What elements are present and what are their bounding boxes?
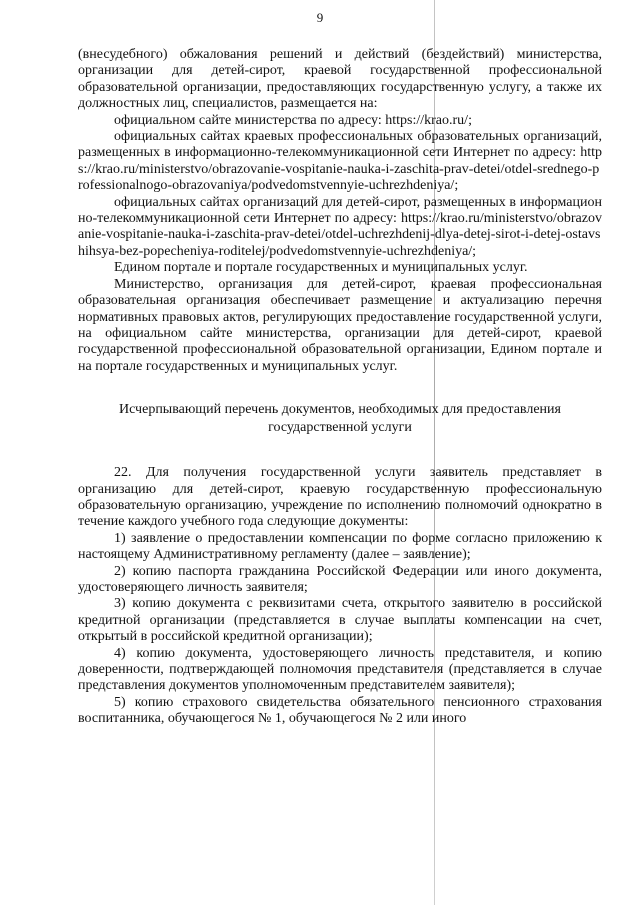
page-number: 9 <box>316 10 324 25</box>
paragraph: официальных сайтах организаций для детей-сирот, размещенных в информационно-телекоммуникационной сети Интернет по адресу: https://krao.ru/ministerstvo/obrazovanie-vospitanie-nauka-i-zaschita-prav-detei/otdel-uchrezhdenij-dlya-detej-sirot-i-detej-ostavshihsya-bez-popecheniya-roditelej/podvedomstvennyie-uchrezhdeniya/; <box>78 194 602 259</box>
paragraph: официальных сайтах краевых профессиональных образовательных организаций, размещенных в информационно-телекоммуникационной сети Интернет по адресу: https://krao.ru/ministerstvo/obrazovanie-vospitanie-nauka-i-zaschita-prav-detei/otdel-srednego-professionalnogo-obrazovaniya/podvedomstvennyie-uchrezhdeniya/; <box>78 129 602 194</box>
paragraph: официальном сайте министерства по адресу: https://krao.ru/; <box>114 112 472 128</box>
clause: 4) копию документа, удостоверяющего личность представителя, и копию доверенности, подтверждающей полномочия представителя (представляется в случае представления документов уполномоченным представителем заявителя); <box>78 645 602 694</box>
section-heading: Исчерпывающий перечень документов, необходимых для предоставления государственной услуги <box>119 402 561 436</box>
paragraph: Едином портале и портале государственных и муниципальных услуг. <box>114 260 528 276</box>
document-body <box>78 47 602 728</box>
paragraph: Министерство, организация для детей-сирот, краевая профессиональная образовательная организация обеспечивает размещение и актуализацию перечня нормативных правовых актов, регулирующих предоставление государственной услуги, на официальном сайте министерства, организации для детей-сирот, краевой государственной профессиональной образовательной организации, Едином портале и на портале государственных и муниципальных услуг. <box>78 276 602 374</box>
clause: 1) заявление о предоставлении компенсации по форме согласно приложению к настоящему Административному регламенту (далее – заявление); <box>78 530 602 563</box>
paragraph: (внесудебного) обжалования решений и действий (бездействий) министерства, организации для детей-сирот, краевой государственной профессиональной образовательной организации, предоставляющих государственную услугу, а также их должностных лиц, специалистов, размещается на: <box>78 47 602 112</box>
clause: 5) копию страхового свидетельства обязательного пенсионного страхования воспитанника, обучающегося № 1, обучающегося № 2 или иного <box>78 694 602 727</box>
clause: 3) копию документа с реквизитами счета, открытого заявителю в российской кредитной организации (представляется в случае выплаты компенсации на счет, открытый в российской кредитной организации); <box>78 596 602 645</box>
clause: 2) копию паспорта гражданина Российской Федерации или иного документа, удостоверяющего личность заявителя; <box>78 563 602 595</box>
clause: 22. Для получения государственной услуги заявитель представляет в организацию для детей-сирот, краевую государственную профессиональную образовательную организацию, учреждение по исполнению полномочий однократно в течение каждого учебного года следующие документы: <box>78 465 602 530</box>
